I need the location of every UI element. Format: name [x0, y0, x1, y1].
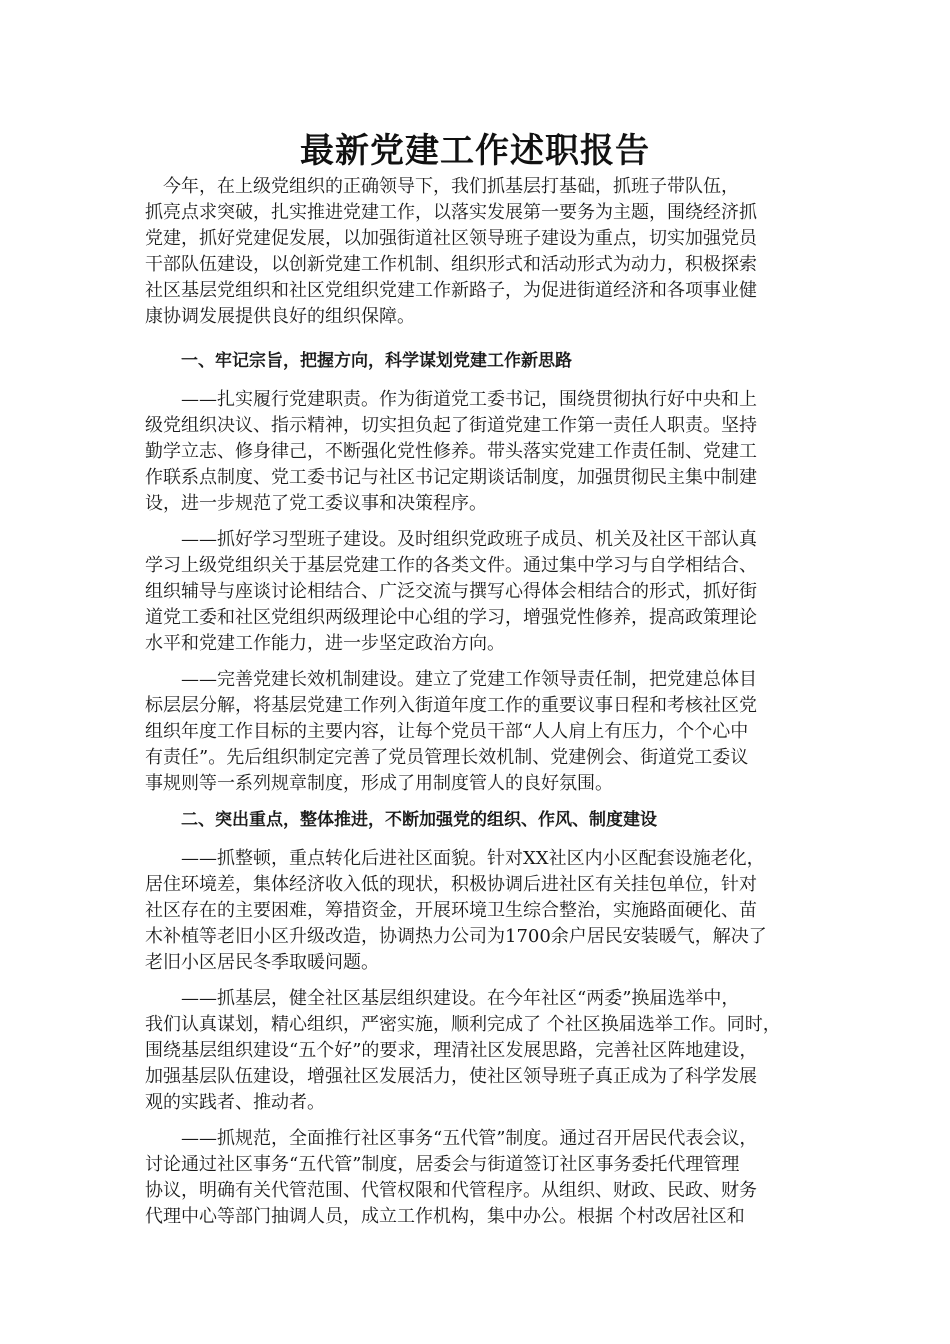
text-line: 观的实践者、推动者。: [145, 1092, 325, 1113]
document-title: 最新党建工作述职报告: [300, 131, 650, 171]
text-line: 组织辅导与座谈讨论相结合、广泛交流与撰写心得体会相结合的形式，抓好街: [145, 581, 757, 602]
text-line: 勤学立志、修身律己，不断强化党性修养。带头落实党建工作责任制、党建工: [145, 441, 757, 462]
text-line: 道党工委和社区党组织两级理论中心组的学习，增强党性修养，提高政策理论: [145, 607, 757, 628]
text-line: 党建，抓好党建促发展，以加强街道社区领导班子建设为重点，切实加强党员: [145, 228, 757, 249]
text-line: 讨论通过社区事务“五代管”制度，居委会与街道签订社区事务委托代理管理: [145, 1154, 740, 1175]
text-line: 协议，明确有关代管范围、代管权限和代管程序。从组织、财政、民政、财务: [145, 1180, 757, 1201]
text-line: ——扎实履行党建职责。作为街道党工委书记，围绕贯彻执行好中央和上: [145, 389, 757, 410]
text-line: 居住环境差，集体经济收入低的现状，积极协调后进社区有关挂包单位，针对: [145, 874, 757, 895]
text-line: 社区存在的主要困难，筹措资金，开展环境卫生综合整治，实施路面硬化、苗: [145, 900, 757, 921]
text-line: 围绕基层组织建设“五个好”的要求，理清社区发展思路，完善社区阵地建设，: [145, 1040, 758, 1061]
section-heading-2: 二、突出重点，整体推进，不断加强党的组织、作风、制度建设: [181, 810, 657, 830]
text-line: 今年，在上级党组织的正确领导下，我们抓基层打基础，抓班子带队伍，: [145, 176, 739, 197]
text-line: 水平和党建工作能力，进一步坚定政治方向。: [145, 633, 505, 654]
body-paragraph: [145, 846, 817, 976]
text-line: 作联系点制度、党工委书记与社区书记定期谈话制度，加强贯彻民主集中制建: [145, 467, 757, 488]
text-line: 设，进一步规范了党工委议事和决策程序。: [145, 493, 487, 514]
document-body: [145, 174, 817, 1240]
text-line: ——抓规范，全面推行社区事务“五代管”制度。通过召开居民代表会议，: [145, 1128, 758, 1149]
body-paragraph: [145, 527, 817, 657]
text-line: 木补植等老旧小区升级改造，协调热力公司为1700余户居民安装暖气，解决了: [145, 926, 767, 947]
intro-paragraph: [145, 174, 817, 330]
text-line: 社区基层党组织和社区党组织党建工作新路子，为促进街道经济和各项事业健: [145, 280, 757, 301]
text-line: ——抓整顿，重点转化后进社区面貌。针对XX社区内小区配套设施老化，: [145, 848, 765, 869]
text-line: 代理中心等部门抽调人员，成立工作机构，集中办公。根据 个村改居社区和: [145, 1206, 745, 1227]
text-line: 学习上级党组织关于基层党建工作的各类文件。通过集中学习与自学相结合、: [145, 555, 757, 576]
section-heading-1: 一、牢记宗旨，把握方向，科学谋划党建工作新思路: [181, 351, 572, 371]
text-line: ——抓基层，健全社区基层组织建设。在今年社区“两委”换届选举中，: [145, 988, 740, 1009]
text-line: 抓亮点求突破，扎实推进党建工作，以落实发展第一要务为主题，围绕经济抓: [145, 202, 757, 223]
text-line: ——完善党建长效机制建设。建立了党建工作领导责任制，把党建总体目: [145, 669, 757, 690]
text-line: 老旧小区居民冬季取暖问题。: [145, 952, 379, 973]
body-paragraph: [145, 986, 817, 1116]
text-line: 加强基层队伍建设，增强社区发展活力，使社区领导班子真正成为了科学发展: [145, 1066, 757, 1087]
text-line: 我们认真谋划，精心组织，严密实施，顺利完成了 个社区换届选举工作。同时，: [145, 1014, 781, 1035]
text-line: 级党组织决议、指示精神，切实担负起了街道党建工作第一责任人职责。坚持: [145, 415, 757, 436]
text-line: ——抓好学习型班子建设。及时组织党政班子成员、机关及社区干部认真: [145, 529, 757, 550]
text-line: 有责任”。先后组织制定完善了党员管理长效机制、党建例会、街道党工委议: [145, 747, 749, 768]
body-paragraph: [145, 1126, 817, 1230]
text-line: 事规则等一系列规章制度，形成了用制度管人的良好氛围。: [145, 773, 613, 794]
text-line: 干部队伍建设，以创新党建工作机制、组织形式和活动形式为动力，积极探索: [145, 254, 757, 275]
text-line: 康协调发展提供良好的组织保障。: [145, 306, 415, 327]
body-paragraph: [145, 667, 817, 797]
body-paragraph: [145, 387, 817, 517]
text-line: 组织年度工作目标的主要内容，让每个党员干部“人人肩上有压力，个个心中: [145, 721, 749, 742]
text-line: 标层层分解，将基层党建工作列入街道年度工作的重要议事日程和考核社区党: [145, 695, 757, 716]
